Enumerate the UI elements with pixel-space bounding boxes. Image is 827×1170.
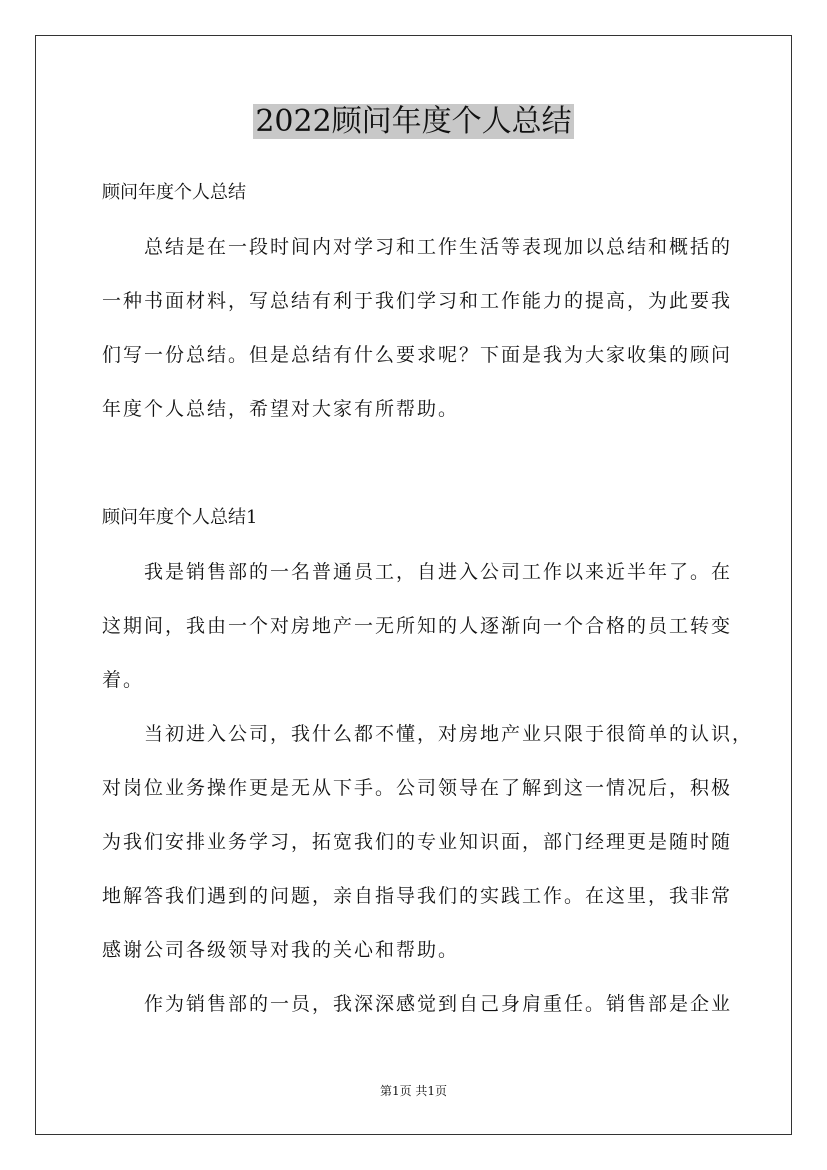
- section1-para3-line-1: 作为销售部的一员，我深深感觉到自己身肩重任。销售部是企业: [144, 993, 733, 1015]
- document-subtitle: 顾问年度个人总结: [102, 182, 246, 203]
- intro-line-3: 们写一份总结。但是总结有什么要求呢？下面是我为大家收集的顾问: [102, 344, 733, 366]
- section1-para1-line-3: 着。: [102, 669, 145, 691]
- section1-para1-line-1: 我是销售部的一名普通员工，自进入公司工作以来近半年了。在: [144, 561, 733, 583]
- section1-para1-line-2: 这期间，我由一个对房地产一无所知的人逐渐向一个合格的员工转变: [102, 615, 733, 637]
- section1-para2-line-3: 为我们安排业务学习，拓宽我们的专业知识面，部门经理更是随时随: [102, 831, 733, 853]
- intro-line-2: 一种书面材料，写总结有利于我们学习和工作能力的提高，为此要我: [102, 290, 733, 312]
- intro-line-1: 总结是在一段时间内对学习和工作生活等表现加以总结和概括的: [144, 236, 733, 258]
- section1-para2-line-2: 对岗位业务操作更是无从下手。公司领导在了解到这一情况后，积极: [102, 777, 733, 799]
- document-title: 2022顾问年度个人总结: [255, 104, 572, 139]
- section1-para2-line-5: 感谢公司各级领导对我的关心和帮助。: [102, 939, 460, 961]
- section1-heading: 顾问年度个人总结1: [102, 507, 258, 528]
- page-footer: 第1页 共1页: [379, 1084, 448, 1098]
- section1-para2-line-4: 地解答我们遇到的问题，亲自指导我们的实践工作。在这里，我非常: [102, 885, 733, 907]
- intro-line-4: 年度个人总结，希望对大家有所帮助。: [102, 398, 460, 420]
- section1-para2-line-1: 当初进入公司，我什么都不懂，对房地产业只限于很简单的认识，: [144, 723, 754, 745]
